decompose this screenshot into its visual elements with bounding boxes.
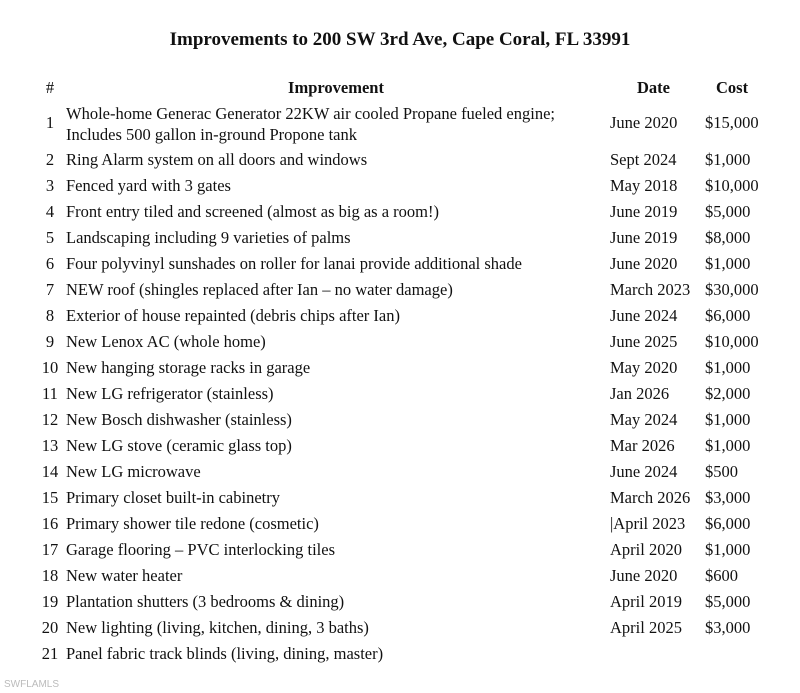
row-num: 19 <box>41 592 59 611</box>
row-num: 18 <box>41 566 59 585</box>
row-date: March 2023 <box>610 280 691 299</box>
document-title: Improvements to 200 SW 3rd Ave, Cape Coral, FL 33991 <box>169 29 631 50</box>
row-improvement: Front entry tiled and screened (almost as big as a room!) <box>66 202 439 221</box>
row-date: |April 2023 <box>610 514 686 533</box>
row-improvement: Whole-home Generac Generator 22KW air cooled Propane fueled engine; Includes 500 gallon in-ground Propone tank <box>66 104 555 144</box>
row-date: Sept 2024 <box>610 150 677 169</box>
row-improvement: New water heater <box>66 566 183 585</box>
row-cost: $500 <box>705 462 738 481</box>
header-num: # <box>45 78 55 97</box>
row-cost: $600 <box>705 566 738 585</box>
row-num: 13 <box>41 436 59 455</box>
row-num: 11 <box>42 384 58 403</box>
row-date: April 2025 <box>610 618 682 637</box>
row-num: 20 <box>41 618 59 637</box>
row-improvement: Plantation shutters (3 bedrooms & dining) <box>66 592 345 611</box>
row-num: 17 <box>41 540 59 559</box>
row-date: June 2024 <box>610 306 678 325</box>
row-date: April 2020 <box>610 540 682 559</box>
row-num: 14 <box>41 462 59 481</box>
row-improvement: Four polyvinyl sunshades on roller for lanai provide additional shade <box>66 254 522 273</box>
row-improvement: New lighting (living, kitchen, dining, 3 baths) <box>66 618 369 637</box>
row-improvement: New Lenox AC (whole home) <box>66 332 266 351</box>
row-cost: $10,000 <box>705 332 759 351</box>
row-num: 1 <box>45 113 55 132</box>
row-date: March 2026 <box>610 488 691 507</box>
row-improvement: New LG microwave <box>66 462 201 481</box>
row-date: May 2024 <box>610 410 678 429</box>
row-date: June 2019 <box>610 228 678 247</box>
row-num: 5 <box>45 228 55 247</box>
watermark: SWFLAMLS <box>4 679 60 690</box>
row-num: 4 <box>45 202 55 221</box>
row-improvement: Primary shower tile redone (cosmetic) <box>66 514 319 533</box>
row-num: 16 <box>41 514 59 533</box>
row-improvement: New hanging storage racks in garage <box>66 358 311 377</box>
row-num: 10 <box>41 358 59 377</box>
row-cost: $30,000 <box>705 280 759 299</box>
row-num: 2 <box>45 150 55 169</box>
row-improvement: Panel fabric track blinds (living, dining, master) <box>66 644 384 663</box>
header-date: Date <box>637 78 670 97</box>
row-improvement: Fenced yard with 3 gates <box>66 176 231 195</box>
row-num: 8 <box>45 306 55 325</box>
row-cost: $1,000 <box>705 436 751 455</box>
row-date: June 2024 <box>610 462 678 481</box>
row-cost: $5,000 <box>705 202 751 221</box>
row-cost: $1,000 <box>705 254 751 273</box>
row-date: June 2020 <box>610 254 678 273</box>
row-improvement: Landscaping including 9 varieties of palms <box>66 228 351 247</box>
row-date: Jan 2026 <box>610 384 670 403</box>
row-date: June 2020 <box>610 113 678 132</box>
row-num: 6 <box>45 254 55 273</box>
row-improvement: Primary closet built-in cabinetry <box>66 488 280 507</box>
row-improvement: Garage flooring – PVC interlocking tiles <box>66 540 335 559</box>
row-num: 7 <box>45 280 55 299</box>
row-date: Mar 2026 <box>610 436 675 455</box>
row-cost: $3,000 <box>705 618 751 637</box>
row-improvement: NEW roof (shingles replaced after Ian – no water damage) <box>66 280 453 299</box>
row-cost: $10,000 <box>705 176 759 195</box>
row-cost: $15,000 <box>705 113 759 132</box>
row-num: 21 <box>41 644 59 663</box>
row-improvement: New LG stove (ceramic glass top) <box>66 436 292 455</box>
row-cost: $8,000 <box>705 228 751 247</box>
header-cost: Cost <box>716 78 749 97</box>
row-improvement: New Bosch dishwasher (stainless) <box>66 410 292 429</box>
row-cost: $1,000 <box>705 540 751 559</box>
row-num: 9 <box>45 332 55 351</box>
row-improvement: New LG refrigerator (stainless) <box>66 384 274 403</box>
row-cost: $6,000 <box>705 306 751 325</box>
row-date: June 2020 <box>610 566 678 585</box>
row-num: 12 <box>41 410 59 429</box>
row-date: June 2025 <box>610 332 678 351</box>
row-num: 15 <box>41 488 59 507</box>
row-cost: $1,000 <box>705 358 751 377</box>
row-num: 3 <box>45 176 55 195</box>
row-date: June 2019 <box>610 202 678 221</box>
row-cost: $2,000 <box>705 384 751 403</box>
row-improvement: Ring Alarm system on all doors and windows <box>66 150 368 169</box>
header-improvement: Improvement <box>288 78 384 97</box>
row-date: May 2020 <box>610 358 678 377</box>
row-cost: $1,000 <box>705 150 751 169</box>
row-cost: $5,000 <box>705 592 751 611</box>
row-date: April 2019 <box>610 592 682 611</box>
row-cost: $3,000 <box>705 488 751 507</box>
row-cost: $6,000 <box>705 514 751 533</box>
row-cost: $1,000 <box>705 410 751 429</box>
row-improvement: Exterior of house repainted (debris chips after Ian) <box>66 306 400 325</box>
row-date: May 2018 <box>610 176 678 195</box>
